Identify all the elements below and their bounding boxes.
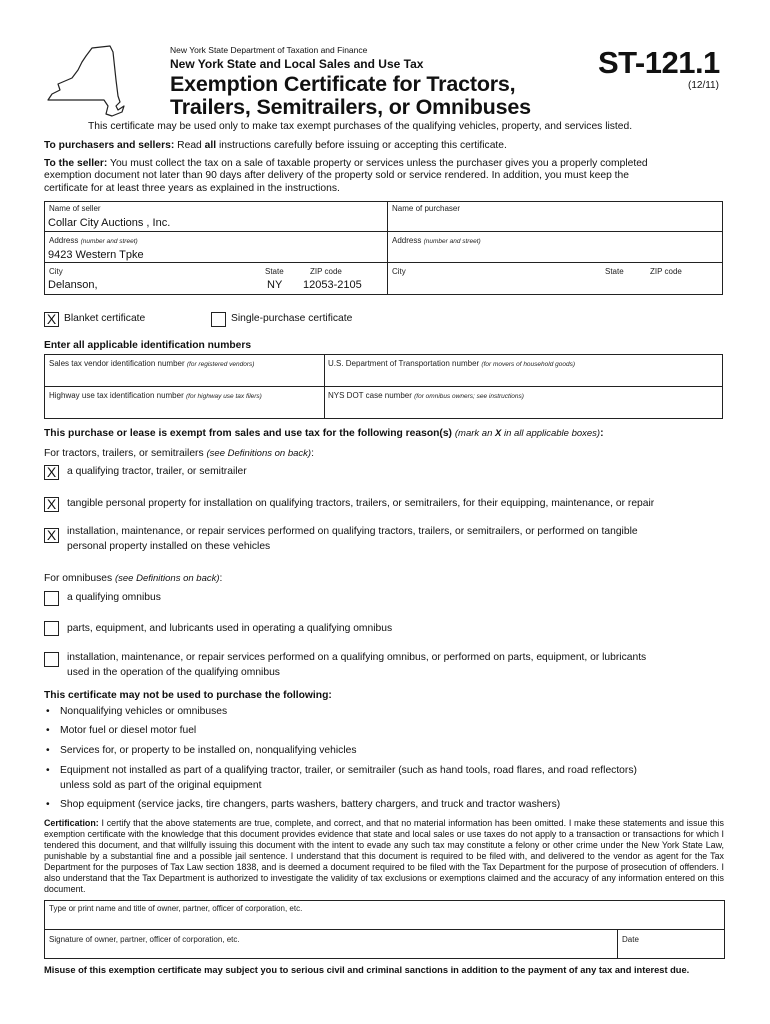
single-purchase-label: Single-purchase certificate	[231, 313, 353, 324]
tractor-checkbox-1[interactable]: X	[44, 465, 59, 480]
restriction-item-1: Nonqualifying vehicles or omnibuses	[60, 706, 228, 717]
seller-zip[interactable]: 12053-2105	[303, 279, 362, 291]
certification-statement: Certification: I certify that the above statements are true, complete, and correct, and that no material information has been omitted. I make these statements and issue this exemption certificate with the knowledge that this document provides evidence that state and local sales or use taxes do not apply to a transaction or transactions for which I tendered this document, and that willfully issuing this document with the intent to evade any such tax may constitute a felony or other crime under the New York State Law, punishable by a substantial fine and a possible jail sentence. I understand that this document is required to be filed with, and delivered to the vendor as agent for the Tax Department for the purposes of Tax Law section 1838, and is deemed a document required to be filed with the Tax Department for the purpose of prosecution of offenders. I also understand that the Tax Department is authorized to investigate the validity of tax exclusions or exemptions claimed and the accuracy of any information entered on this document.	[44, 818, 724, 894]
vendor-id-field[interactable]: Sales tax vendor identification number (for registered vendors)	[44, 354, 325, 387]
seller-notice: To the seller: You must collect the tax on a sale of taxable property or services unless the purchaser gives you a properly completed exemption document not later than 90 days after delivery of the property sold or service rendered. In addition, you must keep the certificate for at least three years as explained in the instructions.	[44, 158, 648, 194]
omnibus-checkbox-2[interactable]	[44, 621, 59, 636]
tractors-intro: For tractors, trailers, or semitrailers (see Definitions on back):	[44, 448, 314, 459]
tractor-reason-2: tangible personal property for installation on qualifying tractors, trailers, or semitrailers, for their equipping, maintenance, or repair	[67, 498, 655, 509]
restrictions-heading: This certificate may not be used to purchase the following:	[44, 690, 332, 701]
ids-heading: Enter all applicable identification numbers	[44, 340, 252, 351]
form-title: Exemption Certificate for Tractors, Trailers, Semitrailers, or Omnibuses	[170, 72, 531, 119]
restriction-item-3: Services for, or property to be installed on, nonqualifying vehicles	[60, 745, 357, 756]
single-purchase-checkbox[interactable]	[211, 312, 226, 327]
omnibus-checkbox-3[interactable]	[44, 652, 59, 667]
signature-field[interactable]: Signature of owner, partner, officer of corporation, etc.	[44, 929, 618, 959]
department-name: New York State Department of Taxation and Finance	[170, 45, 368, 55]
exemption-heading: This purchase or lease is exempt from sales and use tax for the following reason(s) (mark an X in all applicable boxes):	[44, 428, 604, 439]
ny-state-map-icon	[36, 44, 126, 118]
omnibus-checkbox-1[interactable]	[44, 591, 59, 606]
omnibus-reason-1: a qualifying omnibus	[67, 592, 161, 603]
nysdot-case-number-field[interactable]: NYS DOT case number (for omnibus owners; see instructions)	[324, 386, 723, 419]
purchaser-name-field[interactable]: Name of purchaser	[387, 201, 723, 232]
restriction-bullet: •	[46, 765, 50, 776]
purchaser-address-field[interactable]: Address (number and street)	[387, 231, 723, 263]
restriction-item-4: Equipment not installed as part of a qualifying tractor, trailer, or semitrailer (such as hand tools, road flares, and road reflectors) unless sold as part of the original equipment	[60, 765, 637, 791]
date-field[interactable]: Date	[617, 929, 725, 959]
omnibus-reason-2: parts, equipment, and lubricants used in operating a qualifying omnibus	[67, 623, 393, 634]
tractor-reason-1: a qualifying tractor, trailer, or semitrailer	[67, 466, 247, 477]
highway-use-tax-id-field[interactable]: Highway use tax identification number (for highway use tax filers)	[44, 386, 325, 419]
usage-notice: This certificate may be used only to make tax exempt purchases of the qualifying vehicles, property, and services listed.	[88, 121, 633, 132]
omnibus-reason-3: installation, maintenance, or repair services performed on a qualifying omnibus, or performed on parts, equipment, or lubricants used in the operation of the qualifying omnibus	[67, 652, 647, 678]
tractor-reason-3: installation, maintenance, or repair services performed on qualifying tractors, trailers, or semitrailers, or performed on tangible personal property installed on these vehicles	[67, 526, 638, 552]
name-title-field[interactable]: Type or print name and title of owner, partner, officer of corporation, etc.	[44, 900, 725, 930]
form-number: ST-121.1	[598, 45, 720, 80]
seller-address-field[interactable]: Address (number and street) 9423 Western Tpke	[44, 231, 388, 263]
usdot-number-field[interactable]: U.S. Department of Transportation number (for movers of household goods)	[324, 354, 723, 387]
seller-city-state-zip-field[interactable]: City State ZIP code Delanson, NY 12053-2105	[44, 262, 388, 295]
tractor-checkbox-3[interactable]: X	[44, 528, 59, 543]
form-subtitle: New York State and Local Sales and Use Tax	[170, 57, 424, 71]
purchasers-sellers-notice: To purchasers and sellers: Read all instructions carefully before issuing or accepting this certificate.	[44, 140, 507, 151]
restriction-item-2: Motor fuel or diesel motor fuel	[60, 725, 197, 736]
restriction-bullet: •	[46, 799, 50, 810]
seller-name-field[interactable]: Name of seller Collar City Auctions , Inc.	[44, 201, 388, 232]
purchaser-city-state-zip-field[interactable]: City State ZIP code	[387, 262, 723, 295]
form-revision: (12/11)	[688, 80, 719, 91]
blanket-certificate-label: Blanket certificate	[64, 313, 146, 324]
tractor-checkbox-2[interactable]: X	[44, 497, 59, 512]
restriction-bullet: •	[46, 706, 50, 717]
seller-state[interactable]: NY	[267, 279, 283, 291]
restriction-item-5: Shop equipment (service jacks, tire changers, parts washers, battery chargers, and truck and tractor washers)	[60, 799, 561, 810]
misuse-warning: Misuse of this exemption certificate may subject you to serious civil and criminal sanctions in addition to the payment of any tax and interest due.	[44, 965, 690, 975]
restriction-bullet: •	[46, 725, 50, 736]
omnibus-intro: For omnibuses (see Definitions on back):	[44, 573, 223, 584]
seller-city[interactable]: Delanson,	[48, 279, 98, 291]
blanket-certificate-checkbox[interactable]: X	[44, 312, 59, 327]
restriction-bullet: •	[46, 745, 50, 756]
